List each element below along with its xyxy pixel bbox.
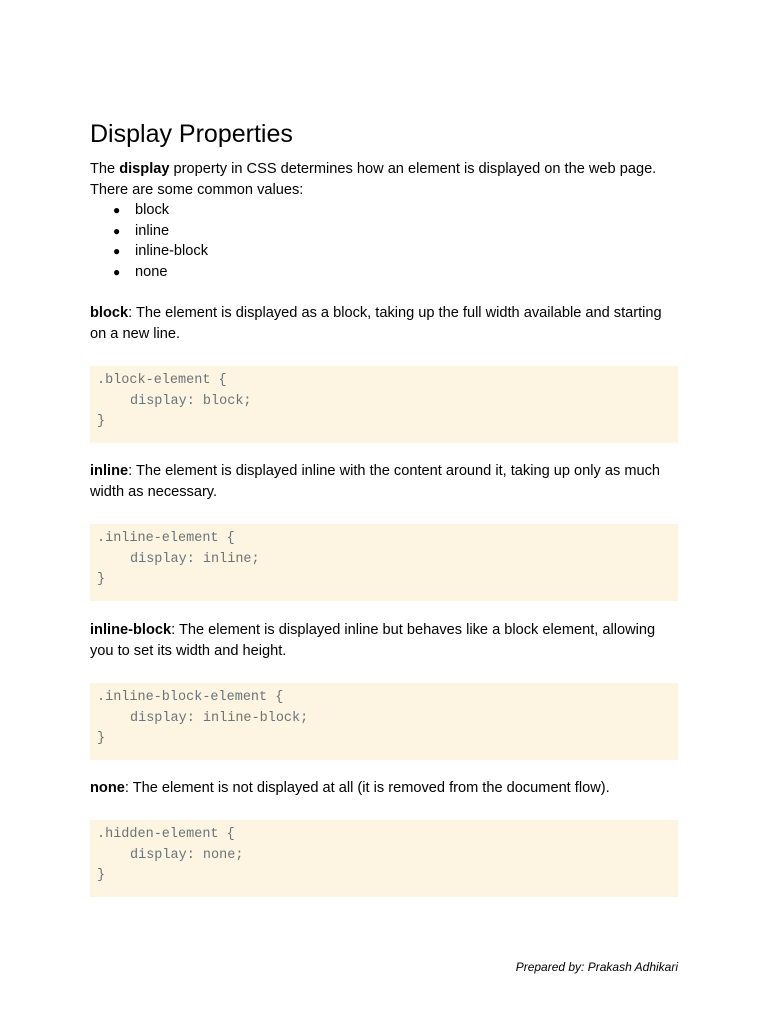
code-block-none bbox=[90, 820, 678, 897]
intro-bold-term: display bbox=[119, 161, 170, 177]
code-line: .hidden-element { bbox=[97, 827, 235, 842]
section-term: block bbox=[90, 305, 129, 321]
bullet-icon: ● bbox=[113, 264, 121, 279]
intro-prefix: The bbox=[90, 161, 120, 177]
list-item-label: none bbox=[135, 263, 168, 280]
code-line: .inline-element { bbox=[97, 531, 235, 546]
code-line: display: inline; bbox=[130, 551, 260, 567]
code-block-block bbox=[90, 366, 678, 443]
footer-signature: Prepared by: Prakash Adhikari bbox=[515, 960, 678, 974]
list-item-label: block bbox=[135, 202, 170, 218]
code-line: } bbox=[97, 731, 106, 747]
list-item bbox=[90, 200, 208, 221]
section-text: : The element is displayed inline but behaves like a block element, allowing you to set its width and height. bbox=[90, 622, 656, 659]
bullet-icon: ● bbox=[113, 244, 121, 258]
code-line: display: inline-block; bbox=[130, 710, 309, 726]
code-line: display: block; bbox=[130, 393, 252, 409]
section-text: : The element is displayed inline with the content around it, taking up only as much width as necessary. bbox=[90, 463, 661, 500]
intro-paragraph bbox=[90, 159, 678, 200]
list-item bbox=[90, 241, 208, 262]
code-line: .block-element { bbox=[97, 373, 227, 388]
section-term: inline bbox=[90, 463, 129, 479]
code-line: } bbox=[97, 572, 106, 588]
section-description-inline-block bbox=[90, 620, 678, 661]
code-block-inline bbox=[90, 524, 678, 601]
section-description-none bbox=[90, 778, 678, 799]
list-item bbox=[90, 262, 208, 283]
list-item-label: inline-block bbox=[135, 243, 209, 259]
values-list bbox=[90, 200, 208, 282]
code-line: .inline-block-element { bbox=[97, 690, 284, 705]
bullet-icon: ● bbox=[113, 223, 121, 238]
section-description-inline bbox=[90, 461, 678, 502]
section-description-block bbox=[90, 303, 678, 344]
page-title: Display Properties bbox=[90, 120, 293, 148]
section-text: : The element is not displayed at all (it is removed from the document flow). bbox=[124, 780, 610, 796]
code-block-inline-block bbox=[90, 683, 678, 760]
section-text: : The element is displayed as a block, taking up the full width available and starting on a new line. bbox=[90, 305, 662, 342]
bullet-icon: ● bbox=[113, 203, 121, 217]
intro-rest: property in CSS determines how an element is displayed on the web page. There are some common values: bbox=[90, 161, 657, 198]
code-line: } bbox=[97, 868, 106, 884]
code-line: } bbox=[97, 414, 106, 430]
section-term: none bbox=[90, 780, 125, 796]
section-term: inline-block bbox=[90, 622, 172, 638]
list-item bbox=[90, 221, 208, 242]
list-item-label: inline bbox=[135, 222, 170, 239]
code-line: display: none; bbox=[130, 847, 244, 863]
